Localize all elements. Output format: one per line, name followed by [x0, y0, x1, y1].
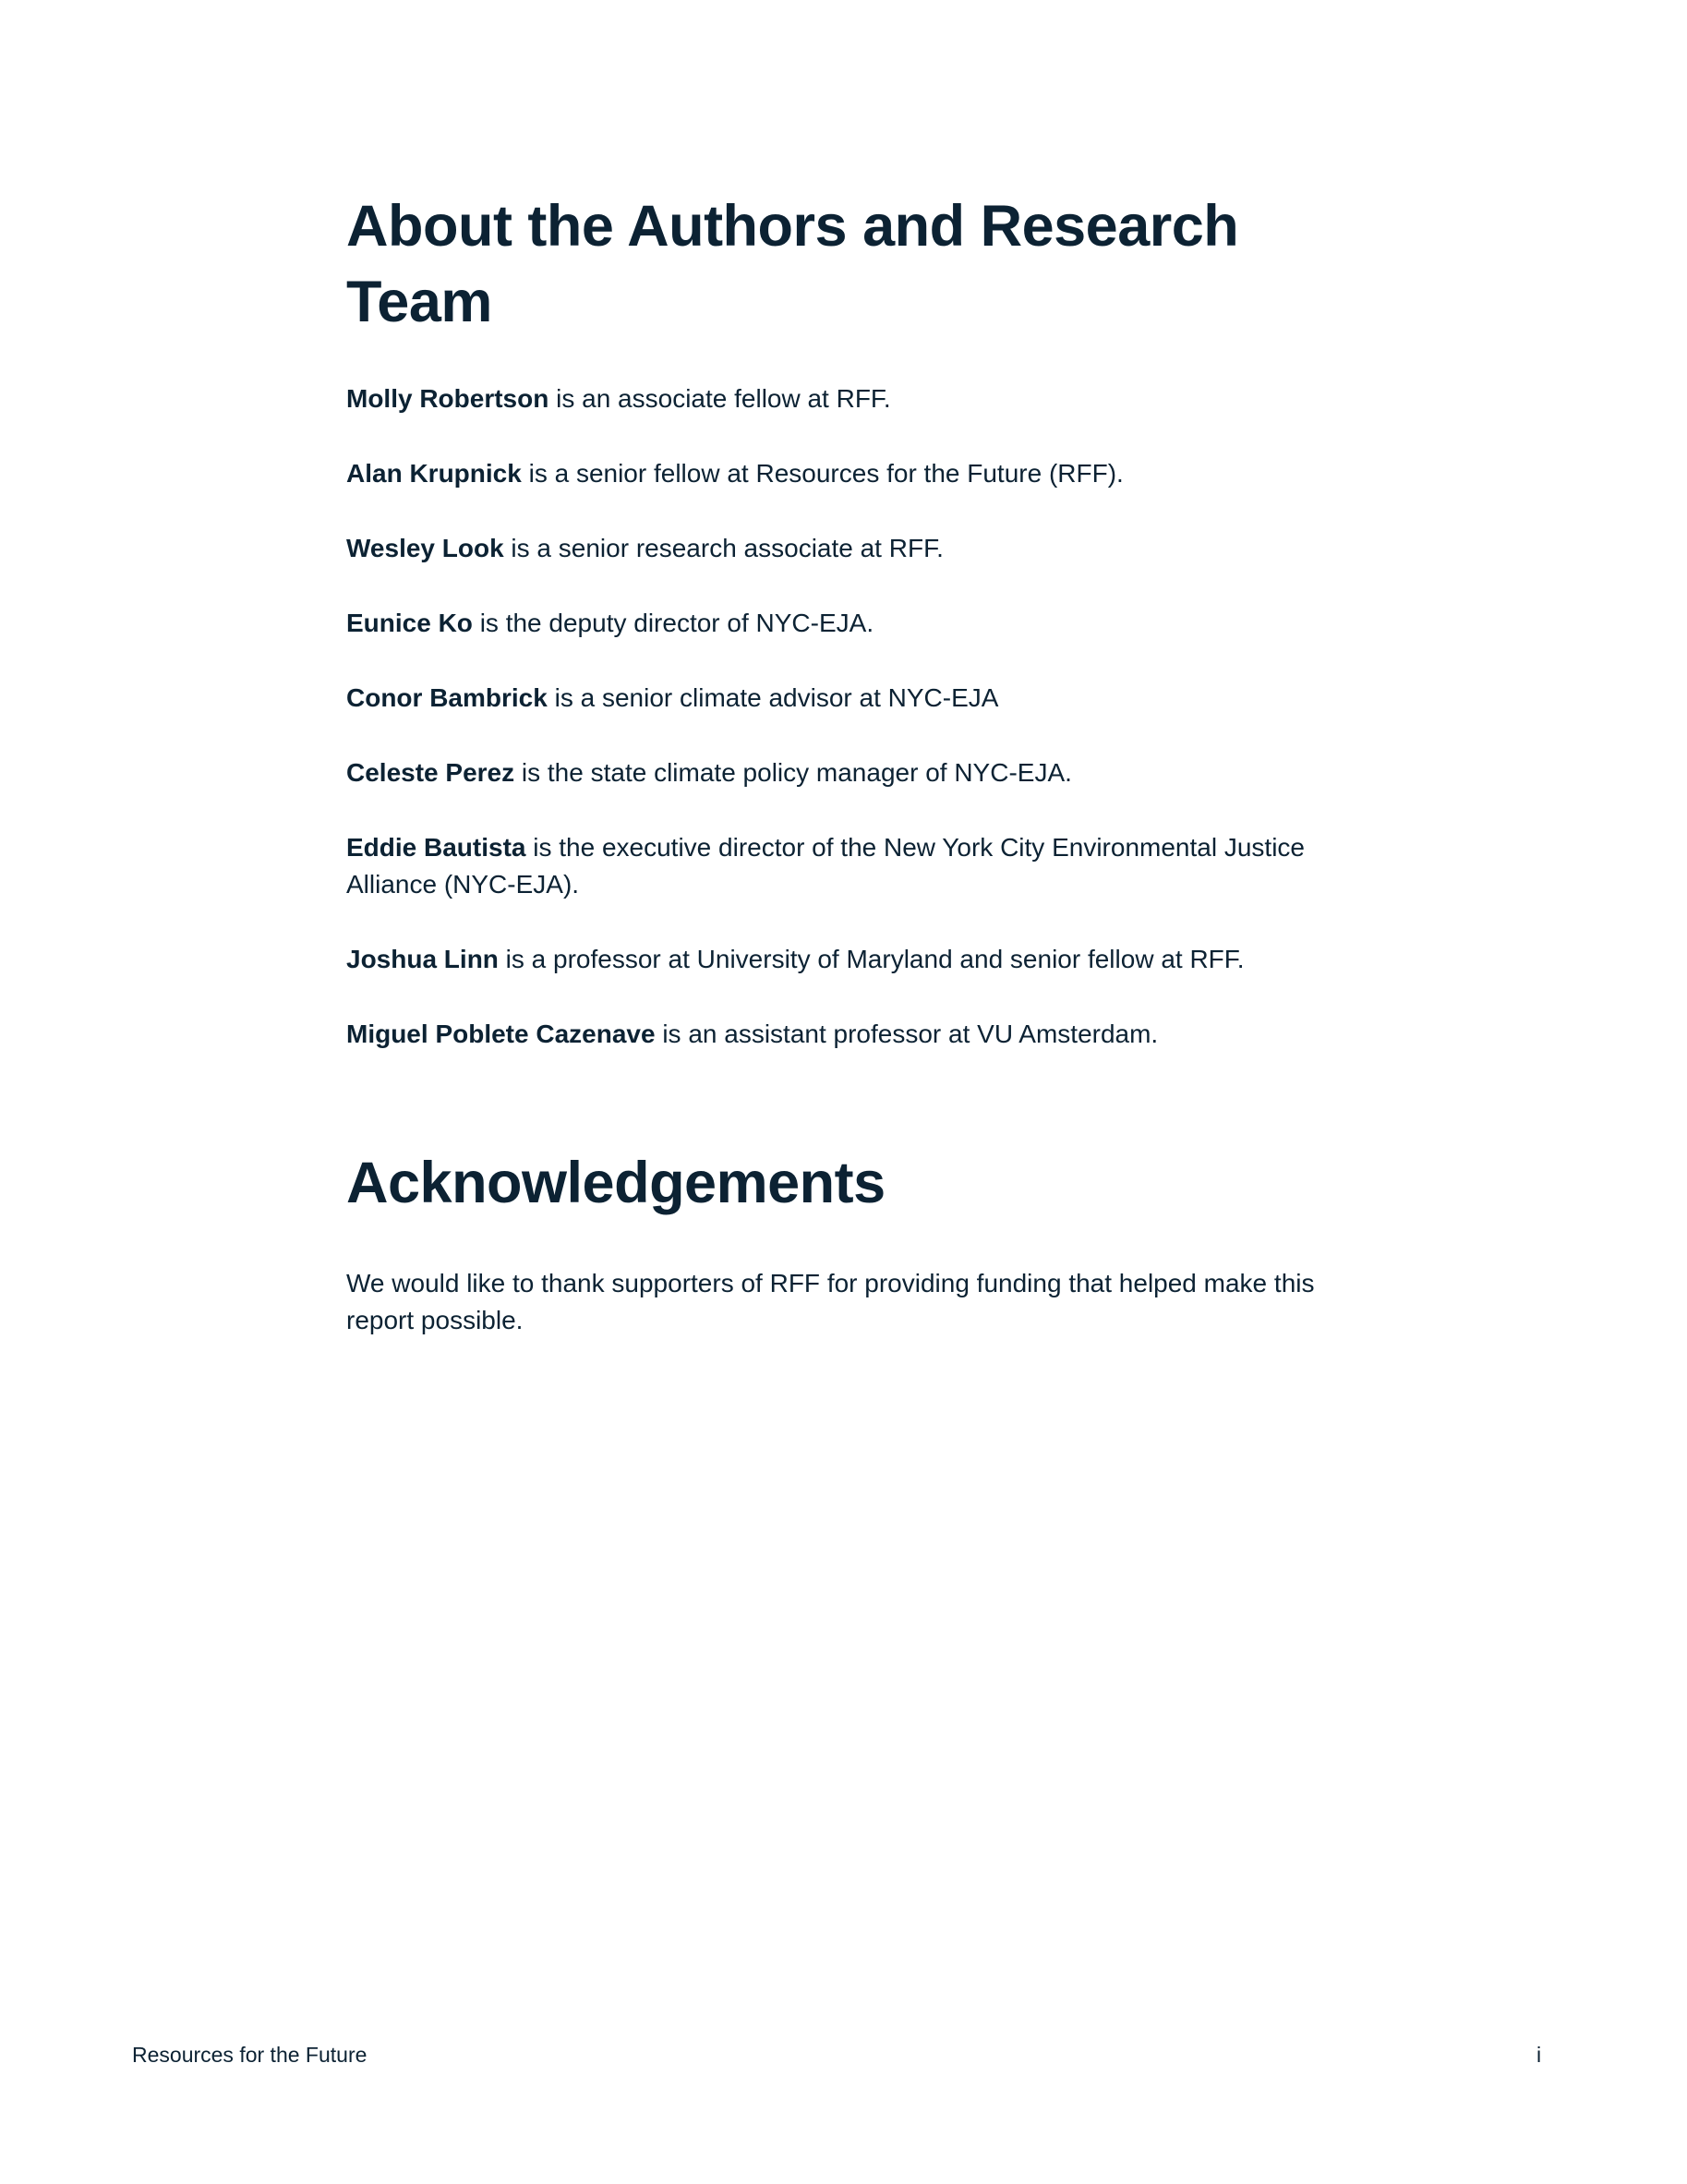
- author-entry: [346, 455, 1325, 492]
- author-description: is the executive director of the New York City Environmental Justice Alliance (NYC-EJA).: [346, 833, 1305, 899]
- acknowledgements-text: We would like to thank supporters of RFF for providing funding that helped make this report possible.: [346, 1269, 1315, 1334]
- author-entry: [346, 680, 1325, 717]
- acknowledgements-heading: Acknowledgements: [346, 1151, 886, 1215]
- author-entry: [346, 829, 1325, 903]
- author-entry: [346, 754, 1325, 791]
- author-name: Eddie Bautista: [346, 833, 526, 862]
- author-description: is a senior climate advisor at NYC-EJA: [547, 683, 999, 712]
- author-name: Eunice Ko: [346, 609, 473, 637]
- author-entry: [346, 941, 1325, 978]
- author-description: is an assistant professor at VU Amsterdam.: [655, 1020, 1159, 1048]
- author-name: Conor Bambrick: [346, 683, 548, 712]
- author-description: is the deputy director of NYC-EJA.: [472, 609, 874, 637]
- author-description: is a professor at University of Maryland and senior fellow at RFF.: [498, 945, 1245, 973]
- author-entry: [346, 380, 1325, 417]
- author-entry: [346, 605, 1325, 642]
- author-name: Miguel Poblete Cazenave: [346, 1020, 656, 1048]
- author-name: Wesley Look: [346, 534, 504, 562]
- author-description: is the state climate policy manager of NYC-EJA.: [514, 758, 1072, 787]
- author-description: is a senior research associate at RFF.: [503, 534, 944, 562]
- author-name: Celeste Perez: [346, 758, 515, 787]
- authors-heading: About the Authors and Research Team: [346, 194, 1239, 334]
- page-content: [346, 188, 1325, 1365]
- author-name: Joshua Linn: [346, 945, 499, 973]
- author-entry: [346, 1016, 1325, 1053]
- footer-page-number: i: [1536, 2043, 1542, 2067]
- author-entry: [346, 530, 1325, 567]
- authors-list: [346, 380, 1325, 1053]
- author-description: is an associate fellow at RFF.: [548, 384, 891, 413]
- author-name: Molly Robertson: [346, 384, 549, 413]
- author-description: is a senior fellow at Resources for the Future (RFF).: [521, 459, 1124, 488]
- footer-publisher: Resources for the Future: [132, 2043, 368, 2067]
- author-name: Alan Krupnick: [346, 459, 522, 488]
